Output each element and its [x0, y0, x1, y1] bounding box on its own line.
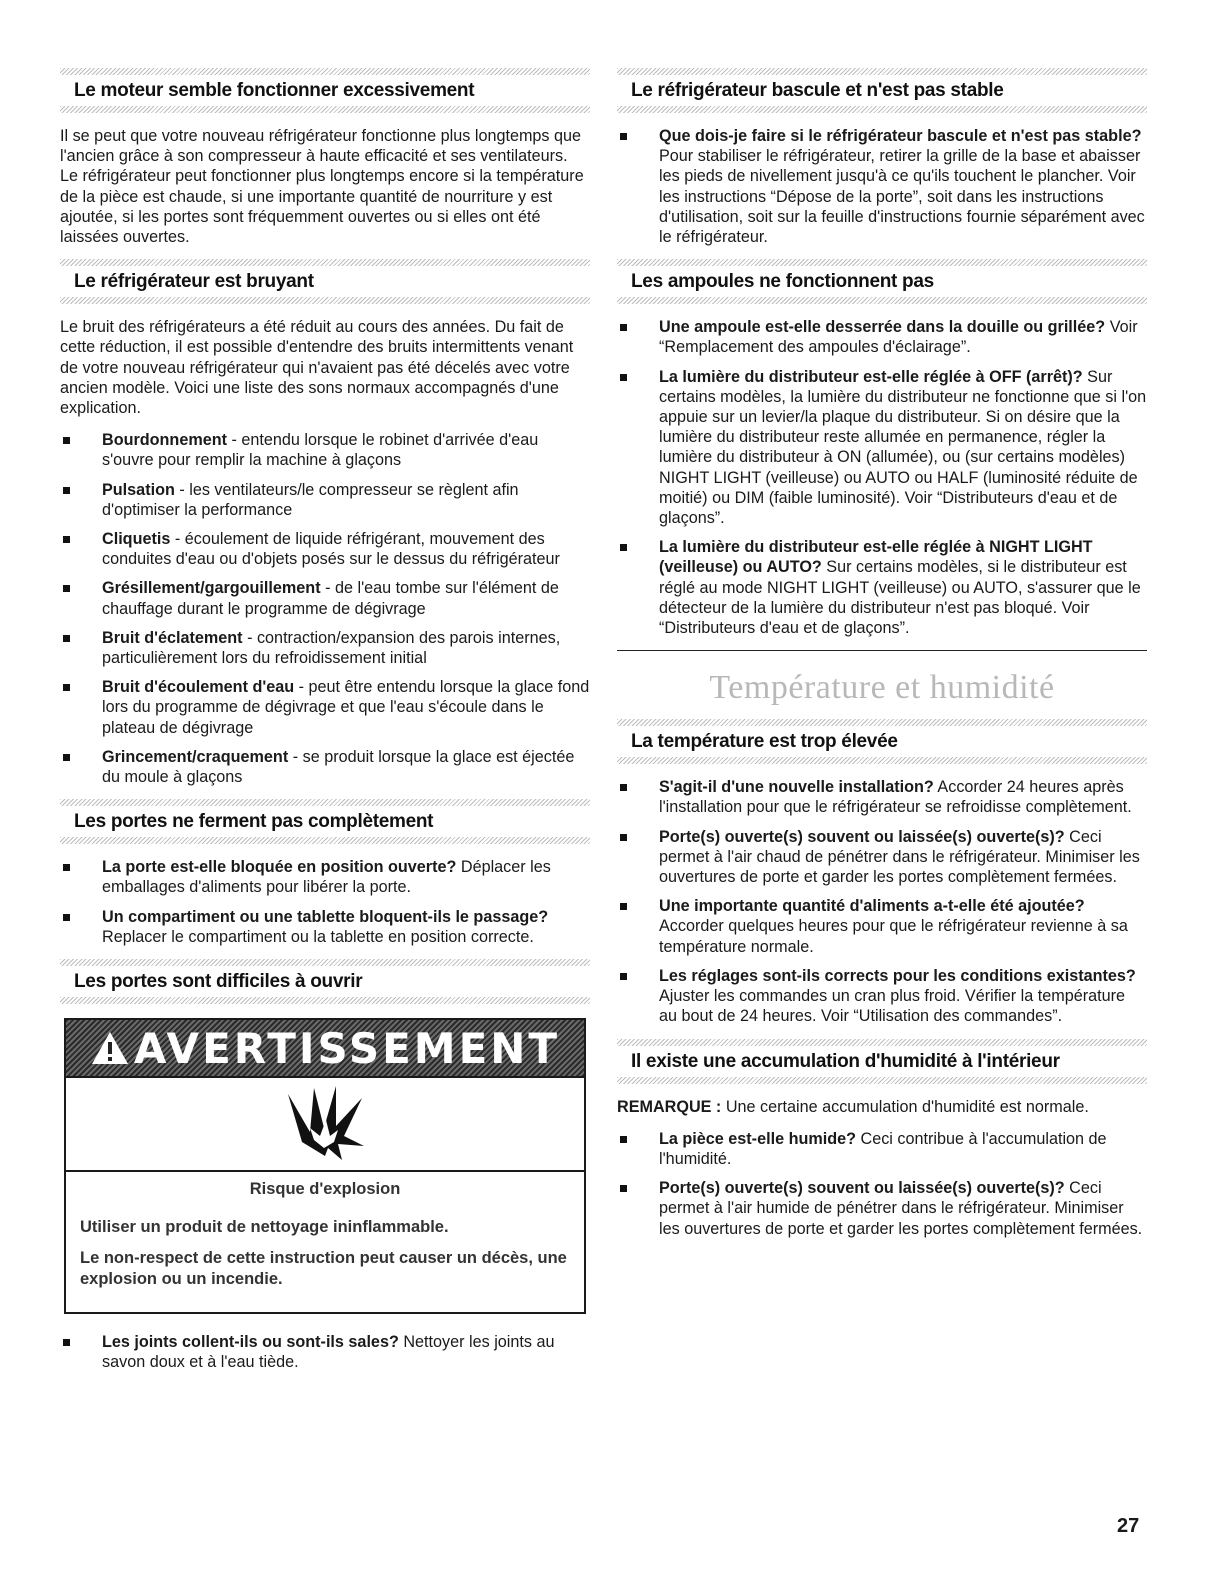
- list-item: La porte est-elle bloquée en position ouverte? Déplacer les emballages d'aliments pour libérer la porte.: [60, 857, 590, 897]
- bullet-icon: [620, 133, 627, 140]
- section-header: Les portes ne ferment pas complètement: [60, 799, 590, 844]
- list-item: La lumière du distributeur est-elle réglée à NIGHT LIGHT (veilleuse) ou AUTO? Sur certains modèles, si le distributeur est réglé au mode NIGHT LIGHT (veilleuse) ou AUTO, s'assurer que le détecteur de la lumière du distributeur n'est pas bloqué. Voir “Distributeurs d'eau et de glaçons”.: [617, 537, 1147, 638]
- section-header: Les ampoules ne fonctionnent pas: [617, 259, 1147, 304]
- bullet-icon: [63, 635, 70, 642]
- bullet-icon: [63, 914, 70, 921]
- bullet-icon: [63, 754, 70, 761]
- warning-triangle-icon: [90, 1030, 130, 1066]
- stability-list: [617, 126, 1147, 247]
- bullet-icon: [620, 374, 627, 381]
- bullet-icon: [63, 437, 70, 444]
- warning-banner: [66, 1020, 584, 1078]
- list-item: Pulsation - les ventilateurs/le compresseur se règlent afin d'optimiser la performance: [60, 480, 590, 520]
- bulb-list: [617, 317, 1147, 638]
- list-item: Les joints collent-ils ou sont-ils sales? Nettoyer les joints au savon doux et à l'eau tiède.: [60, 1332, 590, 1372]
- list-item: Porte(s) ouverte(s) souvent ou laissée(s) ouverte(s)? Ceci permet à l'air chaud de pénétrer dans le réfrigérateur. Minimiser les ouvertures de porte et garder les portes complètement fermées.: [617, 827, 1147, 888]
- note-label: REMARQUE :: [617, 1097, 722, 1116]
- bullet-icon: [620, 544, 627, 551]
- door-list: [60, 857, 590, 947]
- warning-instruction: Utiliser un produit de nettoyage ininflammable.: [80, 1218, 449, 1237]
- paragraph: Il se peut que votre nouveau réfrigérateur fonctionne plus longtemps que l'ancien grâce à son compresseur à haute efficacité et ses ventilateurs. Le réfrigérateur peut fonctionner plus longtemps encore si la température de la pièce est chaude, si une importante quantité de nourriture y est ajoutée, si les portes sont fréquemment ouvertes ou si elles ont été laissées ouvertes.: [60, 127, 584, 247]
- section-header: Le moteur semble fonctionner excessivement: [60, 68, 590, 113]
- temperature-list: [617, 777, 1147, 1026]
- list-item: Grésillement/gargouillement - de l'eau tombe sur l'élément de chauffage durant le programme de dégivrage: [60, 578, 590, 618]
- left-column: [60, 68, 590, 1385]
- right-column: [617, 68, 1147, 1251]
- section-header: Le réfrigérateur est bruyant: [60, 259, 590, 304]
- warning-banner-label: AVERTISSEMENT: [133, 1023, 561, 1073]
- bullet-icon: [620, 834, 627, 841]
- note-text: Une certaine accumulation d'humidité est normale.: [721, 1097, 1089, 1116]
- bullet-icon: [63, 684, 70, 691]
- divider: [617, 650, 1147, 651]
- list-item: Les réglages sont-ils corrects pour les conditions existantes? Ajuster les commandes un cran plus froid. Vérifier la température au bout de 24 heures. Voir “Utilisation des commandes”.: [617, 966, 1147, 1027]
- section-header: Le réfrigérateur bascule et n'est pas stable: [617, 68, 1147, 113]
- bullet-icon: [620, 903, 627, 910]
- explosion-icon: [280, 1084, 370, 1164]
- bullet-icon: [620, 784, 627, 791]
- bullet-icon: [620, 973, 627, 980]
- paragraph: Le bruit des réfrigérateurs a été réduit au cours des années. Du fait de cette réduction, il est possible d'entendre des bruits intermittents venant de votre nouveau réfrigérateur qui n'avaient pas été décelés avec votre ancien modèle. Voici une liste des sons normaux accompagnés d'une explication.: [60, 318, 574, 418]
- section-header: Les portes sont difficiles à ouvrir: [60, 959, 590, 1004]
- list-item: Cliquetis - écoulement de liquide réfrigérant, mouvement des conduites d'eau ou d'objets posés sur le dessus du réfrigérateur: [60, 529, 590, 569]
- note: [617, 1097, 1147, 1117]
- bullet-icon: [63, 536, 70, 543]
- page-number: 27: [1117, 1515, 1140, 1537]
- humidity-list: [617, 1129, 1147, 1239]
- section-header: La température est trop élevée: [617, 719, 1147, 764]
- bullet-icon: [620, 1136, 627, 1143]
- list-item: Une ampoule est-elle desserrée dans la douille ou grillée? Voir “Remplacement des ampoules d'éclairage”.: [617, 317, 1147, 357]
- warning-consequence: Le non-respect de cette instruction peut causer un décès, une explosion ou un incendie.: [80, 1249, 567, 1289]
- bullet-icon: [63, 487, 70, 494]
- list-item: S'agit-il d'une nouvelle installation? Accorder 24 heures après l'installation pour que le réfrigérateur se refroidisse complètement.: [617, 777, 1147, 817]
- section-title: Température et humidité: [709, 669, 1055, 707]
- bullet-icon: [620, 324, 627, 331]
- bullet-icon: [63, 585, 70, 592]
- warning-box: [64, 1018, 586, 1314]
- list-item: Grincement/craquement - se produit lorsque la glace est éjectée du moule à glaçons: [60, 747, 590, 787]
- warning-title: Risque d'explosion: [249, 1180, 401, 1199]
- list-item: Porte(s) ouverte(s) souvent ou laissée(s) ouverte(s)? Ceci permet à l'air humide de pénétrer dans le réfrigérateur. Minimiser les ouvertures de porte et garder les portes complètement fermées.: [617, 1178, 1147, 1239]
- list-item: Un compartiment ou une tablette bloquent-ils le passage? Replacer le compartiment ou la tablette en position correcte.: [60, 907, 590, 947]
- bullet-icon: [63, 1339, 70, 1346]
- list-item: La lumière du distributeur est-elle réglée à OFF (arrêt)? Sur certains modèles, la lumière du distributeur ne fonctionne que si l'on appuie sur un levier/la plaque du distributeur. Si on désire que la lumière du distributeur reste allumée en permanence, régler la lumière du distributeur à ON (allumée), ou (sur certains modèles) NIGHT LIGHT (veilleuse) ou AUTO ou HALF (luminosité réduite de moitié) ou DIM (faible luminosité). Voir “Distributeurs d'eau et de glaçons”.: [617, 367, 1147, 529]
- list-item: Que dois-je faire si le réfrigérateur bascule et n'est pas stable? Pour stabiliser le réfrigérateur, retirer la grille de la base et abaisser les pieds de nivellement jusqu'à ce qu'ils touchent le plancher. Voir les instructions “Dépose de la porte”, soit dans les instructions d'utilisation, soit sur la feuille d'instructions fournie séparément avec le réfrigérateur.: [617, 126, 1147, 247]
- list-item: Une importante quantité d'aliments a-t-elle été ajoutée? Accorder quelques heures pour que le réfrigérateur revienne à sa température normale.: [617, 896, 1147, 957]
- seal-list: [60, 1332, 590, 1372]
- list-item: Bourdonnement - entendu lorsque le robinet d'arrivée d'eau s'ouvre pour remplir la machine à glaçons: [60, 430, 590, 470]
- section-header: Il existe une accumulation d'humidité à l'intérieur: [617, 1039, 1147, 1084]
- list-item: Bruit d'éclatement - contraction/expansion des parois internes, particulièrement lors du refroidissement initial: [60, 628, 590, 668]
- bullet-icon: [620, 1185, 627, 1192]
- bullet-icon: [63, 864, 70, 871]
- noise-list: [60, 430, 590, 787]
- list-item: La pièce est-elle humide? Ceci contribue à l'accumulation de l'humidité.: [617, 1129, 1147, 1169]
- list-item: Bruit d'écoulement d'eau - peut être entendu lorsque la glace fond lors du programme de dégivrage et que l'eau s'écoule dans le plateau de dégivrage: [60, 677, 590, 738]
